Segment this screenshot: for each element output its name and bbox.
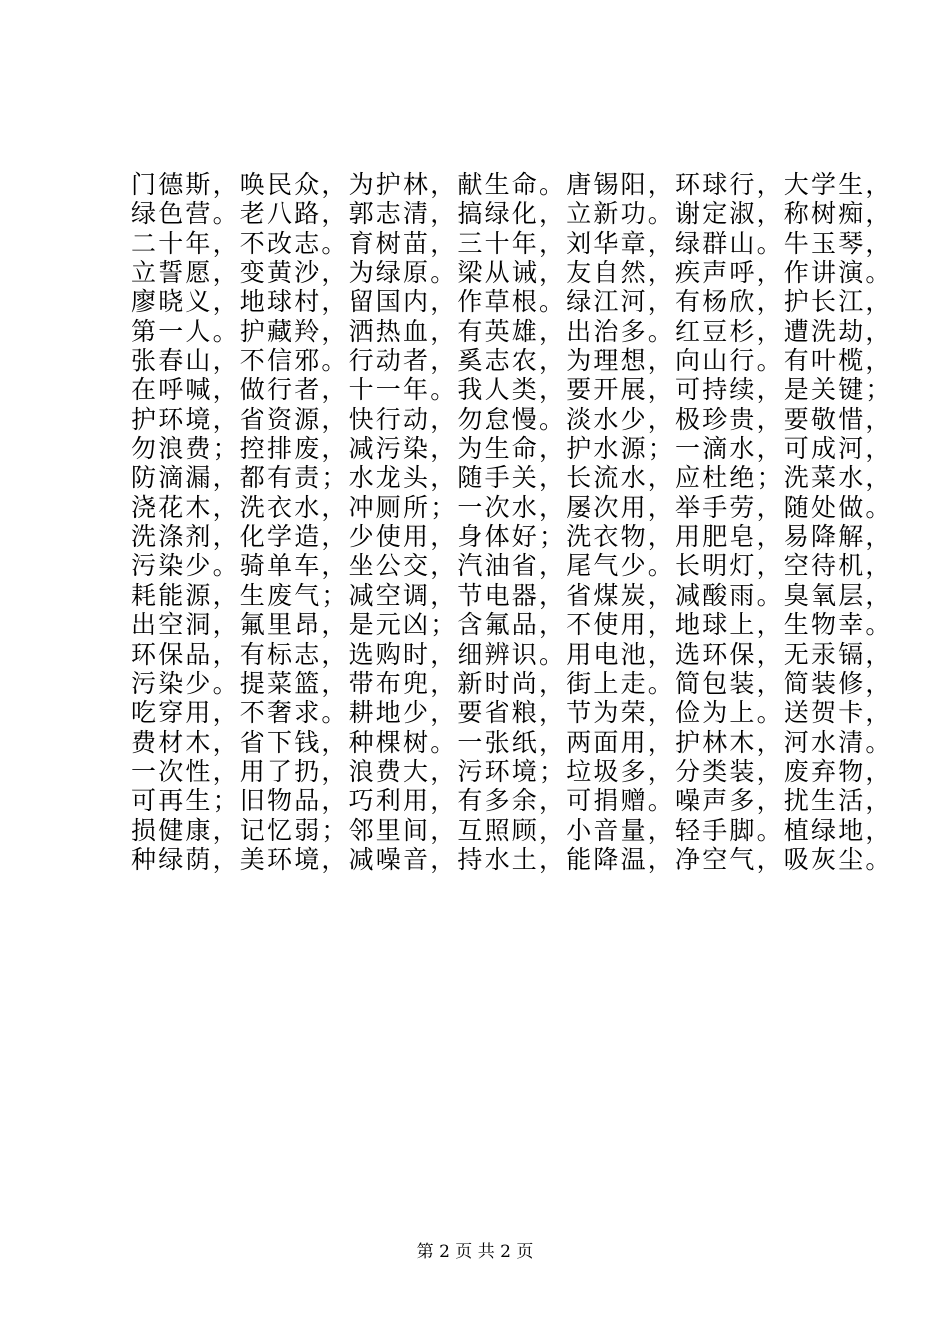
text-line: 环保品，有标志，选购时，细辨识。用电池，选环保，无汞镉， [131, 639, 893, 669]
text-line: 防滴漏，都有责；水龙头，随手关，长流水，应杜绝；洗菜水， [131, 463, 893, 493]
text-line: 一次性，用了扔，浪费大，污环境；垃圾多，分类装，废弃物， [131, 756, 893, 786]
text-line: 洗涤剂，化学造，少使用，身体好；洗衣物，用肥皂，易降解， [131, 522, 893, 552]
text-line: 门德斯，唤民众，为护林，献生命。唐锡阳，环球行，大学生， [131, 170, 893, 199]
text-line: 绿色营。老八路，郭志清，搞绿化，立新功。谢定淑，称树痴， [131, 199, 893, 229]
body-text [131, 170, 893, 874]
text-line: 费材木，省下钱，种棵树。一张纸，两面用，护林木，河水清。 [131, 727, 893, 757]
text-line: 护环境，省资源，快行动，勿怠慢。淡水少，极珍贵，要敬惜， [131, 404, 893, 434]
text-line: 张春山，不信邪。行动者，奚志农，为理想，向山行。有叶榄， [131, 346, 893, 376]
text-line: 可再生；旧物品，巧利用，有多余，可捐赠。噪声多，扰生活， [131, 786, 893, 816]
text-line: 浇花木，洗衣水，冲厕所；一次水，屡次用，举手劳，随处做。 [131, 492, 893, 522]
text-line: 种绿荫，美环境，减噪音，持水土，能降温，净空气，吸灰尘。 [131, 844, 893, 874]
text-line: 污染少。骑单车，坐公交，汽油省，尾气少。长明灯，空待机， [131, 551, 893, 581]
text-line: 污染少。提菜篮，带布兜，新时尚，街上走。简包装，简装修， [131, 668, 893, 698]
text-line: 损健康，记忆弱；邻里间，互照顾，小音量，轻手脚。植绿地， [131, 815, 893, 845]
text-line: 第一人。护藏羚，洒热血，有英雄，出治多。红豆杉，遭洗劫， [131, 316, 893, 346]
text-line: 吃穿用，不奢求。耕地少，要省粮，节为荣，俭为上。送贺卡， [131, 698, 893, 728]
text-line: 勿浪费；控排废，减污染，为生命，护水源；一滴水，可成河， [131, 434, 893, 464]
text-line: 耗能源，生废气；减空调，节电器，省煤炭，减酸雨。臭氧层， [131, 580, 893, 610]
text-line: 二十年，不改志。育树苗，三十年，刘华章，绿群山。牛玉琴， [131, 228, 893, 258]
text-line: 立誓愿，变黄沙，为绿原。梁从诫，友自然，疾声呼，作讲演。 [131, 258, 893, 288]
text-line: 出空洞，氟里昂，是元凶；含氟品，不使用，地球上，生物幸。 [131, 610, 893, 640]
page-number-footer: 第 2 页 共 2 页 [416, 1242, 534, 1262]
text-line: 在呼喊，做行者，十一年。我人类，要开展，可持续，是关键； [131, 375, 893, 405]
text-line: 廖晓义，地球村，留国内，作草根。绿江河，有杨欣，护长江， [131, 287, 893, 317]
